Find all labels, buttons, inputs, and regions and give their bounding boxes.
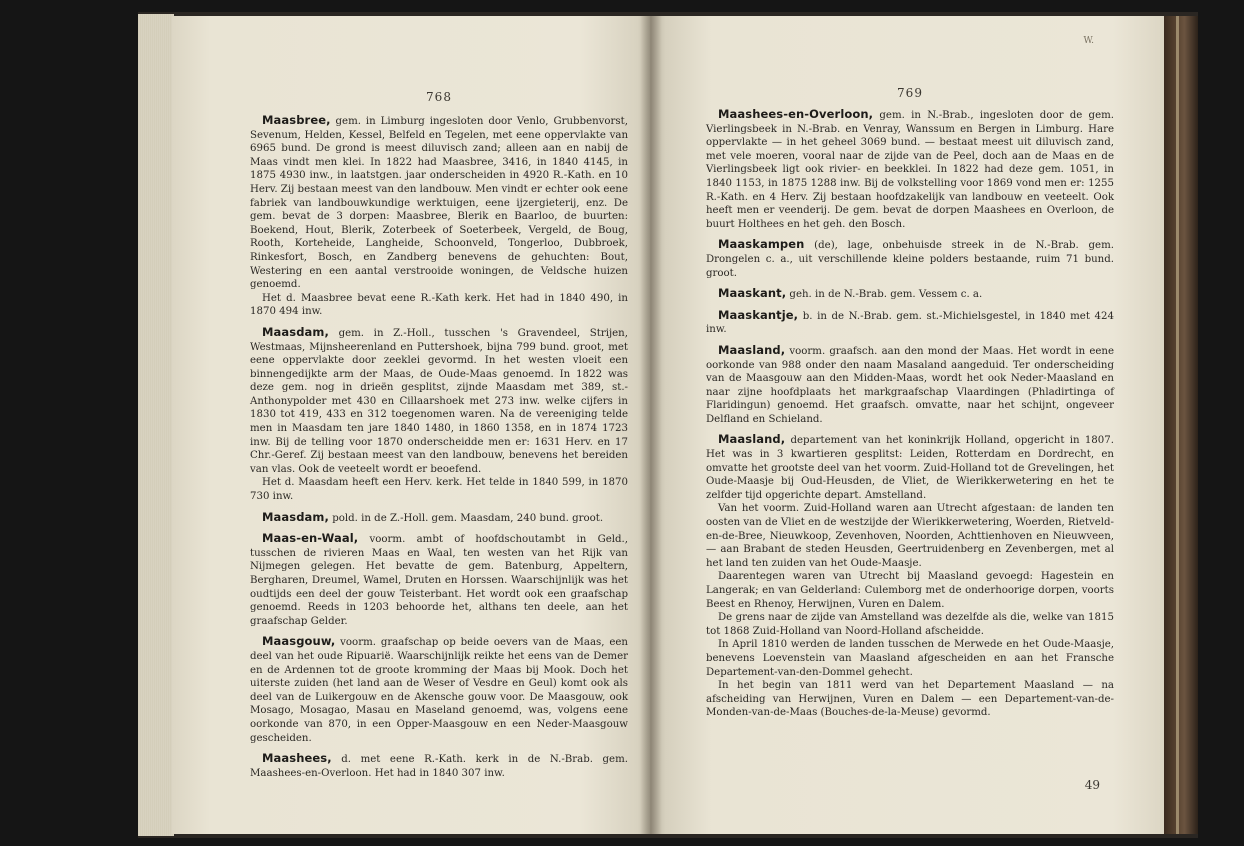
corner-mark: W.	[1083, 36, 1094, 46]
entry-text: pold. in de Z.-Holl. gem. Maasdam, 240 bund. groot.	[332, 512, 604, 524]
paragraph: De grens naar de zijde van Amstelland was dezelfde als die, welke van 1815 tot 1868 Zuid-Holland van Noord-Holland afscheidde.	[706, 612, 1114, 637]
entry-heading: Maasbree,	[262, 113, 331, 127]
entry-text: (de), lage, onbehuisde streek in de N.-Brab. gem. Drongelen c. a., uit verschillende kleine polders bestaande, ruim 71 bund. groot.	[706, 240, 1114, 279]
right-page	[650, 16, 1164, 834]
entry-heading: Maasland,	[718, 342, 786, 357]
entry-maasland-departement	[706, 433, 1114, 719]
left-page-number: 768	[426, 90, 452, 104]
signature-mark: 49	[1084, 778, 1100, 792]
entry-heading: Maas-en-Waal,	[262, 531, 359, 546]
entry-heading: Maasdam,	[262, 324, 329, 339]
entry-heading: Maashees-en-Overloon,	[718, 107, 874, 121]
entry-maasland-graafschap	[706, 344, 1114, 427]
entry-heading: Maasland,	[718, 432, 786, 447]
entry-maashees	[250, 752, 628, 780]
entry-maaskampen	[706, 238, 1114, 280]
entry-maasgouw	[250, 635, 628, 745]
left-page-edges	[138, 14, 174, 836]
entry-maaskantje	[706, 309, 1114, 337]
entry-text: geh. in de N.-Brab. gem. Vessem c. a.	[789, 289, 983, 301]
entry-maasbree	[250, 114, 628, 319]
entry-text: gem. in Limburg ingesloten door Venlo, Grubbenvorst, Sevenum, Helden, Kessel, Belfeld en Tegelen, met eene oppervlakte van 6965 bund. De grond is meest diluvisch zand; alleen aan en nabij de Maas vindt men klei. In 1822 had Maasbree, 3416, in 1840 4145, in 1875 4930 inw., in laatstgen. jaar onderscheiden in 4920 R.-Kath. en 10 Herv. Zij bestaan meest van den landbouw. Men vindt er echter ook eene fabriek van landbouwkundige werktuigen, eene ijzergieterij, enz. De gem. bevat de 3 dorpen: Maasbree, Blerik en Baarloo, de buurten: Boekend, Hout, Blerik, Zoterbeek of Soeterbeek, Vergeld, de Boug, Rooth, Korteheide, Langheide, Schoonveld, Tongerloo, Dubbroek, Rinkesfort, Bosch, en Zandberg benevens de gehuchten: Bout, Westering en een aantal verstrooide woningen, de Veldsche huizen genoemd.	[250, 116, 628, 291]
entry-extra: Het d. Maasdam heeft een Herv. kerk. Het telde in 1840 599, in 1870 730 inw.	[250, 477, 628, 503]
entry-text: d. met eene R.-Kath. kerk in de N.-Brab. gem. Maashees-en-Overloon. Het had in 1840 307 inw.	[250, 754, 628, 779]
right-page-number: 769	[897, 86, 923, 100]
paragraph: In het begin van 1811 werd van het Departement Maasland — na afscheiding van Herwijnen, Vuren en Dalem — een Departement-van-de-Monden-van-de-Maas (Bouches-de-la-Meuse) gevormd.	[706, 680, 1114, 719]
entry-text: voorm. ambt of hoofdschoutambt in Geld., tusschen de rivieren Maas en Waal, ten westen van het Rijk van Nijmegen gelegen. Het bevatte de gem. Batenburg, Appeltern, Bergharen, Dreumel, Wamel, Druten en Horssen. Waarschijnlijk was het oudtijds een deel der gouw Teisterbant. Het wordt ook een graafschap genoemd. Reeds in 1203 behoorde het, althans ten deele, aan het graafschap Gelder.	[250, 534, 628, 627]
entry-maaskant	[706, 287, 1114, 302]
entry-text: gem. in Z.-Holl., tusschen 's Gravendeel, Strijen, Westmaas, Mijnsheerenland en Puttershoek, bijna 799 bund. groot, met eene oppervlakte door zeeklei gevormd. In het westen vloeit een binnengedijkte arm der Maas, de Oude-Maas genoemd. In 1822 was deze gem. nog in drieën gesplitst, zijnde Maasdam met 389, st.-Anthonypolder met 430 en Cillaarshoek met 273 inw. welke cijfers in 1830 tot 419, 433 en 312 toegenomen waren. Na de vereeniging telde men in Maasdam ten jare 1840 1480, in 1860 1358, en in 1874 1723 inw. Bij de telling voor 1870 onderscheidde men er: 1631 Herv. en 17 Chr.-Geref. Zij bestaan meest van den landbouw, benevens het bereiden van vlas. Ook de veeteelt wordt er beoefend.	[250, 327, 628, 475]
entry-maashees-en-overloon	[706, 108, 1114, 231]
entry-heading: Maasdam,	[262, 509, 329, 524]
entry-heading: Maashees,	[262, 751, 332, 766]
entry-maasdam-gem	[250, 326, 628, 504]
entry-maasdam-pold	[250, 511, 628, 526]
entry-heading: Maaskampen	[718, 237, 805, 252]
entry-maas-en-waal	[250, 532, 628, 628]
entry-text: gem. in N.-Brab., ingesloten door de gem. Vierlingsbeek in N.-Brab. en Venray, Wanssum en Bergen in Limburg. Hare oppervlakte — in het geheel 3069 bund. — bestaat meest uit diluvisch zand, met vele moeren, vooral naar de zijde van de Peel, doch aan de Maas en de Vierlingsbeek ligt ook rivier- en beekklei. In 1822 had deze gem. 1051, in 1840 1153, in 1875 1288 inw. Bij de volkstelling voor 1869 vond men er: 1255 R.-Kath. en 4 Herv. Zij bestaan hoofdzakelijk van landbouw en veeteelt. Ook heeft men er veenderij. De gem. bevat de dorpen Maashees en Overloon, de buurt Holthees en het geh. den Bosch.	[706, 110, 1114, 230]
left-page	[172, 16, 652, 834]
paragraph: In April 1810 werden de landen tusschen de Merwede en het Oude-Maasje, benevens Loevenstein van Maasland afgescheiden en aan het Fransche Departement-van-den-Dommel gehecht.	[706, 639, 1114, 678]
paragraph: Daarentegen waren van Utrecht bij Maasland gevoegd: Hagestein en Langerak; en van Gelderland: Culemborg met de onderhoorige dorpen, voorts Beest en Rhenoy, Herwijnen, Vuren en Dalem.	[706, 571, 1114, 610]
book-spine-right	[1164, 16, 1198, 834]
entry-heading: Maaskant,	[718, 286, 787, 301]
entry-heading: Maaskantje,	[718, 307, 799, 322]
book-gutter	[640, 16, 662, 834]
entry-text: departement van het koninkrijk Holland, opgericht in 1807. Het was in 3 kwartieren gesplitst: Leiden, Rotterdam en Dordrecht, en omvatte het grootste deel van het voorm. Zuid-Holland tot de Grevelingen, het Oude-Maasje bij Oud-Heusden, de Vliet, de Wierikkerwetering en het te zelfder tijd opgerichte depart. Amstelland.	[706, 435, 1114, 501]
entry-text: b. in de N.-Brab. gem. st.-Michielsgestel, in 1840 met 424 inw.	[706, 310, 1114, 336]
entry-text: voorm. graafsch. aan den mond der Maas. Het wordt in eene oorkonde van 988 onder den naam Masaland aangeduid. Ter onderscheiding van de Maasgouw aan den Midden-Maas, wordt het ook Neder-Maasland en naar zijne hoofdplaats het markgraafschap Vlaardingen (Phladirtinga of Flaridingun) genoemd. Het graafsch. omvatte, naar het schijnt, ongeveer Delfland en Schieland.	[706, 345, 1114, 425]
entry-heading: Maasgouw,	[262, 634, 336, 649]
entry-text: voorm. graafschap op beide oevers van de Maas, een deel van het oude Ripuarië. Waarschijnlijk reikte het eens van de Demer en de Ardennen tot de groote kromming der Maas bij Mook. Doch het uiterste zuiden (het land aan de Weser of Vesdre en Geul) komt ook als deel van de Luikergouw en de Akensche gouw voor. De Maasgouw, ook Mosago, Mosagao, Masau en Maseland genoemd, was, volgens eene oorkonde van 870, in een Opper-Maasgouw en een Neder-Maasgouw gescheiden.	[250, 637, 628, 744]
entry-extra: Het d. Maasbree bevat eene R.-Kath kerk. Het had in 1840 490, in 1870 494 inw.	[250, 292, 628, 318]
paragraph: Van het voorm. Zuid-Holland waren aan Utrecht afgestaan: de landen ten oosten van de Vliet en de westzijde der Wierikkerwetering, Woerden, Rietveld-en-de-Bree, Nieuwkoop, Zevenhoven, Noorden, Achttienhoven en Nieuwveen, — aan Brabant de steden Heusden, Geertruidenberg en Zevenbergen, met al het land ten zuiden van het Oude-Maasje.	[706, 503, 1114, 569]
